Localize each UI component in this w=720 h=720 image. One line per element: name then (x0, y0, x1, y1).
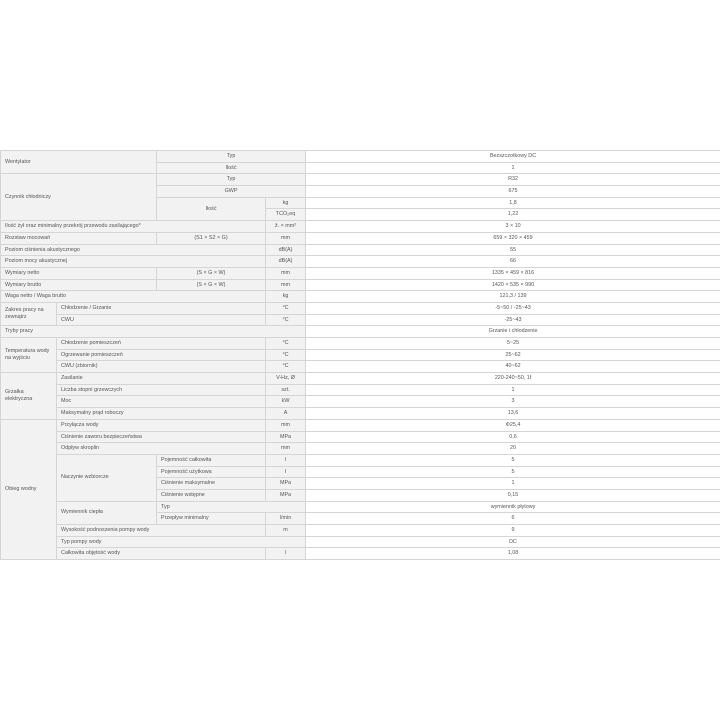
row-value: 25~62 (306, 349, 720, 361)
table-row (1, 221, 720, 233)
row-sublabel: Wymiennik ciepła (57, 501, 157, 524)
row-unit: A (266, 408, 306, 420)
row-label: Grzałka elektryczna (1, 373, 57, 420)
row-sublabel: Ciśnienie maksymalne (157, 478, 266, 490)
row-value: 675 (306, 186, 720, 198)
row-value: -25~43 (306, 314, 720, 326)
row-label: Waga netto / Waga brutto (1, 291, 266, 303)
row-value: 6 (306, 513, 720, 525)
row-sublabel: Ogrzewanie pomieszczeń (57, 349, 266, 361)
row-unit: kg (266, 197, 306, 209)
row-unit: l (266, 548, 306, 560)
row-value: 1 (306, 478, 720, 490)
row-value: 40~62 (306, 361, 720, 373)
row-sublabel: Typ (157, 151, 306, 163)
table-row (1, 302, 720, 314)
row-sublabel: Ciśnienie zaworu bezpieczeństwa (57, 431, 266, 443)
row-unit: °C (266, 302, 306, 314)
table-row (1, 419, 720, 431)
row-value: 3 (306, 396, 720, 408)
row-unit: mm (266, 443, 306, 455)
row-sublabel: GWP (157, 186, 306, 198)
row-unit: MPa (266, 431, 306, 443)
row-value: 121,3 / 139 (306, 291, 720, 303)
row-unit: mm (266, 419, 306, 431)
row-value: 1,8 (306, 197, 720, 209)
table-row (1, 174, 720, 186)
row-value: 3 × 10 (306, 221, 720, 233)
row-value: 0,15 (306, 489, 720, 501)
row-unit: °C (266, 338, 306, 350)
row-unit: dB(A) (266, 256, 306, 268)
row-value: 20 (306, 443, 720, 455)
row-sublabel: Pojemność całkowita (157, 454, 266, 466)
table-row (1, 396, 720, 408)
row-value: 5 (306, 454, 720, 466)
row-sublabel: (S × G × W) (157, 267, 266, 279)
row-unit: szt. (266, 384, 306, 396)
row-label: Rozstaw mocowań (1, 232, 157, 244)
table-row (1, 361, 720, 373)
table-row (1, 443, 720, 455)
table-row (1, 267, 720, 279)
row-value: 220-240~50, 1f (306, 373, 720, 385)
row-unit: kg (266, 291, 306, 303)
row-sublabel: Typ (157, 501, 306, 513)
row-label: Zakres pracy na zewnątrz (1, 302, 57, 325)
row-sublabel: Wysokość podnoszenia pompy wody (57, 525, 266, 537)
row-unit: mm (266, 279, 306, 291)
table-row (1, 525, 720, 537)
table-row (1, 454, 720, 466)
row-unit: V-Hz, Ø (266, 373, 306, 385)
row-value: 1,08 (306, 548, 720, 560)
row-unit: m (266, 525, 306, 537)
table-row (1, 291, 720, 303)
table-row (1, 232, 720, 244)
row-sublabel: Ilość (157, 162, 306, 174)
row-sublabel: Chłodzenie pomieszczeń (57, 338, 266, 350)
table-row (1, 431, 720, 443)
row-sublabel: Maksymalny prąd roboczy (57, 408, 266, 420)
row-value: DC (306, 536, 720, 548)
table-row (1, 326, 720, 338)
row-unit: °C (266, 361, 306, 373)
row-unit: °C (266, 314, 306, 326)
row-value: 55 (306, 244, 720, 256)
row-value: R32 (306, 174, 720, 186)
row-value: 659 × 320 × 459 (306, 232, 720, 244)
row-value: -5~50 / -25~43 (306, 302, 720, 314)
row-value: Grzanie i chłodzenie (306, 326, 720, 338)
row-unit: MPa (266, 478, 306, 490)
table-row (1, 338, 720, 350)
row-sublabel: Naczynie wzbiorcze (57, 454, 157, 501)
row-sublabel: (S1 × S2 × G) (157, 232, 266, 244)
row-unit: mm (266, 232, 306, 244)
row-unit: mm (266, 267, 306, 279)
table-row (1, 536, 720, 548)
row-unit: ž. × mm² (266, 221, 306, 233)
row-value: 5 (306, 466, 720, 478)
row-value: 1 (306, 162, 720, 174)
row-unit: l (266, 466, 306, 478)
row-value: Φ25,4 (306, 419, 720, 431)
table-row (1, 384, 720, 396)
table-row (1, 256, 720, 268)
row-label: Wymiary brutto (1, 279, 157, 291)
row-label: Czynnik chłodniczy (1, 174, 157, 221)
row-sublabel: Odpływ skroplin (57, 443, 266, 455)
row-sublabel: Ciśnienie wstępne (157, 489, 266, 501)
row-value: 1 (306, 384, 720, 396)
row-value: 66 (306, 256, 720, 268)
row-label: Poziom mocy akustycznej (1, 256, 266, 268)
table-row (1, 501, 720, 513)
row-label: Obieg wodny (1, 419, 57, 559)
row-label: Poziom ciśnienia akustycznego (1, 244, 266, 256)
row-unit: l/min (266, 513, 306, 525)
table-row (1, 408, 720, 420)
row-value: 13,6 (306, 408, 720, 420)
table-row (1, 314, 720, 326)
row-value: 1335 × 459 × 816 (306, 267, 720, 279)
row-sublabel: Liczba stopni grzewczych (57, 384, 266, 396)
row-sublabel: (S × G × W) (157, 279, 266, 291)
row-unit: °C (266, 349, 306, 361)
row-value: 9 (306, 525, 720, 537)
row-value: 0,6 (306, 431, 720, 443)
row-value: wymiennik płytowy (306, 501, 720, 513)
row-value: 5~25 (306, 338, 720, 350)
row-sublabel: Pojemność użytkowa (157, 466, 266, 478)
row-label: Wymiary netto (1, 267, 157, 279)
row-sublabel: Typ (157, 174, 306, 186)
row-label: Wentylator (1, 151, 157, 174)
table-row (1, 279, 720, 291)
row-sublabel: Typ pompy wody (57, 536, 306, 548)
row-unit: dB(A) (266, 244, 306, 256)
row-sublabel: Chłodzenie / Grzanie (57, 302, 266, 314)
spec-table (0, 150, 720, 560)
table-row (1, 151, 720, 163)
row-sublabel: Moc (57, 396, 266, 408)
row-sublabel: Przepływ minimalny (157, 513, 266, 525)
row-sublabel: CWU (57, 314, 266, 326)
table-row (1, 349, 720, 361)
row-label: Tryby pracy (1, 326, 306, 338)
row-value: 1420 × 535 × 990 (306, 279, 720, 291)
row-sublabel: Przyłącza wody (57, 419, 266, 431)
table-row (1, 548, 720, 560)
row-unit: l (266, 454, 306, 466)
row-label: Temperatura wody na wyjściu (1, 338, 57, 373)
row-value: 1,22 (306, 209, 720, 221)
row-unit: MPa (266, 489, 306, 501)
row-unit: TCO₂eq (266, 209, 306, 221)
table-row (1, 244, 720, 256)
row-sublabel: CWU (zbiornik) (57, 361, 266, 373)
row-sublabel: Zasilanie (57, 373, 266, 385)
row-label: Ilość żył oraz minimalny przekrój przewodu zasilającego* (1, 221, 266, 233)
row-value: Bezszczotkowy DC (306, 151, 720, 163)
table-row (1, 373, 720, 385)
row-sublabel: Całkowita objętość wody (57, 548, 266, 560)
row-unit: kW (266, 396, 306, 408)
row-sublabel: Ilość (157, 197, 266, 220)
